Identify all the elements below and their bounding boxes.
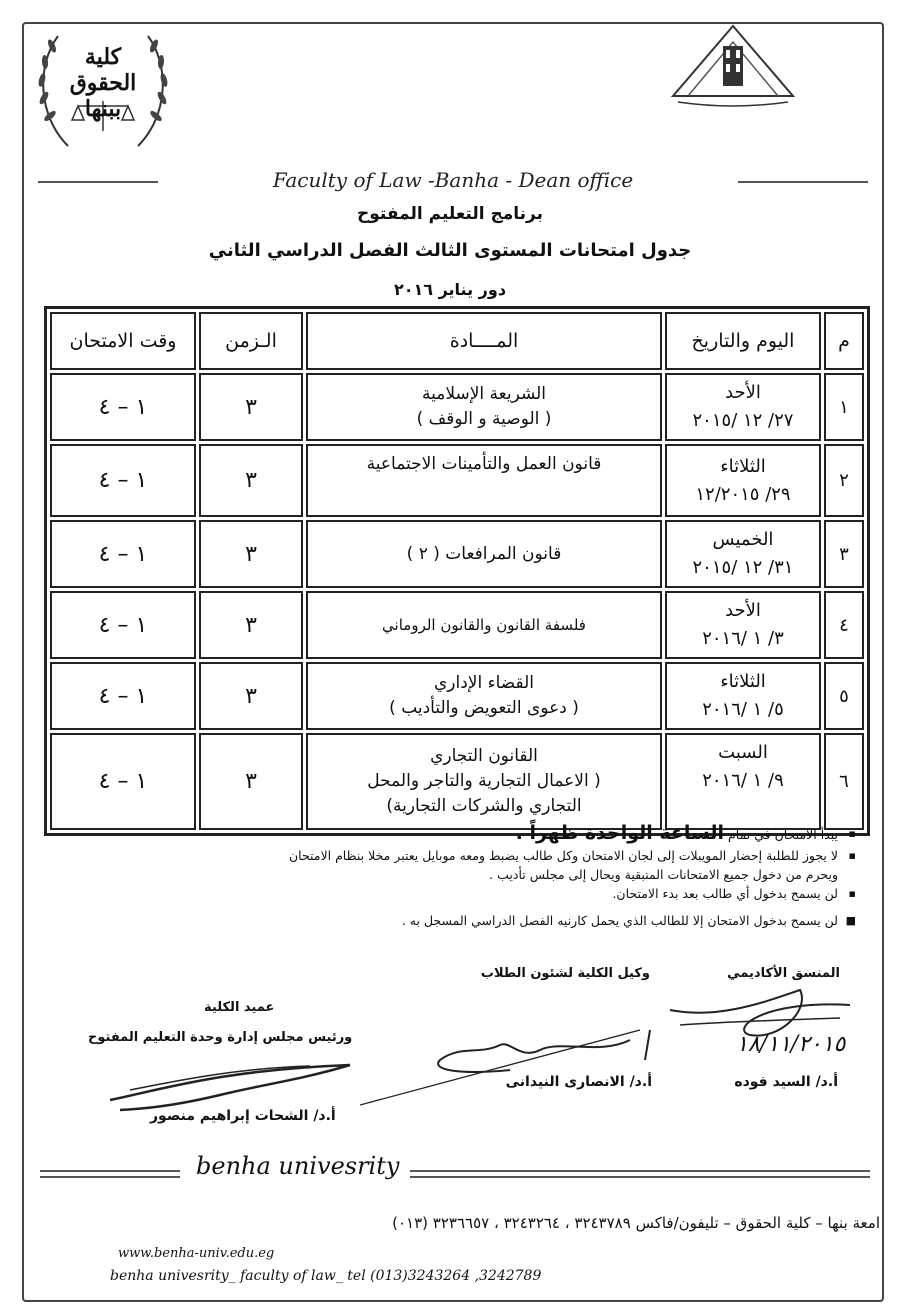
header-exam-time: وقت الامتحان [50, 312, 196, 370]
dean-signature [100, 1040, 360, 1115]
row-num: ٢ [824, 444, 864, 517]
row-subject [306, 591, 662, 659]
session-title: دور يناير ٢٠١٦ [393, 280, 507, 299]
subject-line: قانون العمل والتأمينات الاجتماعية [366, 454, 602, 474]
row-date: ٩/ ١ /٢٠١٦ [702, 770, 784, 791]
subject-line: ( الاعمال التجارية والتاجر والمحل [367, 771, 601, 791]
note-item [40, 884, 860, 903]
subject-line: القانون التجاري [430, 746, 538, 766]
table-row [50, 591, 864, 659]
subject-line: فلسفة القانون والقانون الروماني [382, 615, 586, 634]
bullet-icon: ▪ [848, 887, 856, 900]
subject-line: الشريعة الإسلامية [421, 384, 547, 404]
row-subject [306, 733, 662, 830]
row-num: ٤ [824, 591, 864, 659]
footer-brand-text: benha univesrity [190, 1152, 405, 1180]
row-exam-time: ١ – ٤ [50, 591, 196, 659]
dean-name: أ.د/ الشحات إبراهيم منصور [150, 1108, 336, 1124]
header-num: م [824, 312, 864, 370]
row-num: ٦ [824, 733, 864, 830]
row-date: ٣١/ ١٢ /٢٠١٥ [692, 557, 794, 578]
row-num: ٣ [824, 520, 864, 588]
row-date: ٢٩/ ١٢/٢٠١٥ [695, 483, 791, 505]
footer-contact-english: benha univesrity_ faculty of law_ tel (013)3243264 ,3242789 [110, 1268, 542, 1284]
row-exam-time: ١ – ٤ [50, 520, 196, 588]
table-row [50, 373, 864, 441]
vice-dean-signature [360, 1000, 660, 1110]
row-day: الأحد [725, 600, 761, 621]
row-day-date [665, 520, 821, 588]
subject-line: قانون المرافعات ( ٢ ) [406, 543, 562, 564]
note-item [40, 911, 860, 930]
table-row [50, 520, 864, 588]
coordinator-name: أ.د/ السيد فوده [734, 1074, 838, 1090]
footer-brand-line [40, 1152, 870, 1186]
header-day-date: اليوم والتاريخ [665, 312, 821, 370]
note-item [40, 824, 860, 844]
note-text: لن يسمح بدخول أي طالب بعد بدء الامتحان. [612, 886, 838, 901]
row-exam-time: ١ – ٤ [50, 444, 196, 517]
row-day: السبت [718, 742, 768, 763]
row-subject [306, 662, 662, 730]
row-duration: ٣ [199, 520, 303, 588]
subject-line: القضاء الإداري [433, 673, 535, 693]
row-duration: ٣ [199, 662, 303, 730]
dean-title-2: ورئيس مجلس إدارة وحدة التعليم المفتوح [88, 1030, 353, 1045]
coordinator-title: المنسق الأكاديمي [727, 966, 840, 981]
row-duration: ٣ [199, 373, 303, 441]
footer-contact-arabic: امعة بنها – كلية الحقوق – تليفون/فاكس ٣٢٤٣٧٨٩ ، ٣٢٤٣٢٦٤ ، ٣٢٣٦٦٥٧ (٠١٣) [392, 1214, 880, 1232]
table-row [50, 733, 864, 830]
note-item [40, 846, 860, 884]
row-subject [306, 444, 662, 517]
schedule-title: جدول امتحانات المستوى الثالث الفصل الدراسي الثاني [208, 240, 692, 261]
row-num: ٥ [824, 662, 864, 730]
row-day-date [665, 591, 821, 659]
row-subject [306, 373, 662, 441]
row-date: ٣/ ١ /٢٠١٦ [702, 628, 784, 649]
exam-rules-notes [40, 824, 860, 930]
note-emphasis: الساعة الواحدة ظهراً . [515, 822, 725, 844]
row-subject [306, 520, 662, 588]
row-duration: ٣ [199, 733, 303, 830]
benha-university-logo [668, 18, 798, 108]
faculty-law-logo [28, 6, 178, 156]
row-day: الأحد [725, 382, 761, 403]
row-exam-time: ١ – ٤ [50, 662, 196, 730]
faculty-header-line [38, 168, 868, 196]
note-text: لا يجوز للطلبة إحضار المويبلات إلى لجان الامتحان وكل طالب يضبط ومعه موبايل يعتبر مخلا بنظام الامتحان [288, 848, 838, 863]
row-day-date [665, 662, 821, 730]
table-row [50, 662, 864, 730]
header-subject: المــــادة [306, 312, 662, 370]
row-day-date [665, 444, 821, 517]
row-exam-time: ١ – ٤ [50, 373, 196, 441]
dean-title: عميد الكلية [204, 1000, 275, 1015]
row-day-date [665, 373, 821, 441]
table-header-row [50, 312, 864, 370]
bullet-icon: ■ [845, 914, 856, 927]
logo-text: كلية الحقوق ببنها [69, 44, 137, 122]
bullet-icon: ▪ [848, 849, 856, 862]
note-text: ويحرم من دخول جميع الامتحانات المتبقية ويحال إلى مجلس تأديب . [489, 867, 838, 882]
faculty-header-text: Faculty of Law -Banha - Dean office [265, 168, 641, 192]
exam-schedule-table [44, 306, 870, 836]
note-text: يبدأ الامتحان في تمام [728, 827, 838, 842]
row-day: الخميس [712, 529, 774, 550]
row-duration: ٣ [199, 444, 303, 517]
bullet-icon: ▪ [848, 827, 856, 840]
subject-line: ( الوصية و الوقف ) [416, 409, 552, 429]
row-exam-time: ١ – ٤ [50, 733, 196, 830]
row-num: ١ [824, 373, 864, 441]
row-date: ٥/ ١ /٢٠١٦ [702, 699, 784, 720]
subject-line: ( دعوى التعويض والتأديب ) [389, 698, 579, 718]
row-day-date [665, 733, 821, 830]
header-duration: الـزمن [199, 312, 303, 370]
note-text: لن يسمح بدخول الامتحان إلا للطالب الذي يحمل كارنيه الفصل الدراسي المسجل به . [401, 913, 838, 928]
table-row [50, 444, 864, 517]
coordinator-date: ١٨/١١/٢٠١٥ [736, 1032, 846, 1057]
subject-line: التجاري والشركات التجارية) [386, 796, 582, 816]
row-date: ٢٧/ ١٢ /٢٠١٥ [692, 410, 794, 431]
vice-dean-title: وكيل الكلية لشئون الطلاب [480, 966, 650, 981]
vice-dean-name: أ.د/ الانصارى النيدانى [505, 1074, 652, 1090]
program-title: برنامج التعليم المفتوح [357, 204, 543, 224]
footer-website: www.benha-univ.edu.eg [118, 1246, 275, 1261]
row-day: الثلاثاء [720, 455, 766, 477]
row-day: الثلاثاء [720, 671, 766, 692]
row-duration: ٣ [199, 591, 303, 659]
